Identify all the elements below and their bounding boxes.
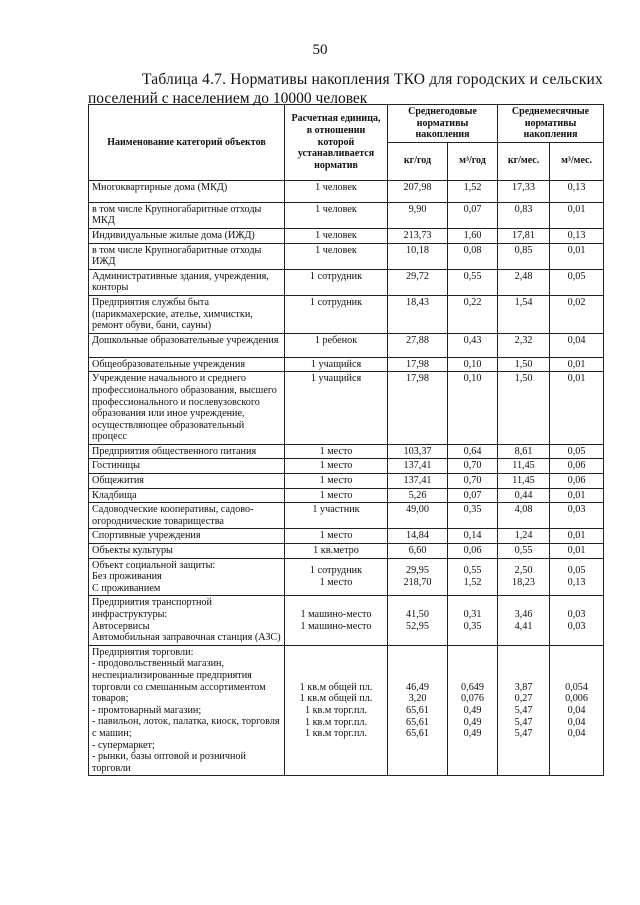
row-kg-year: 137,41 [388, 474, 448, 489]
caption-line-2: поселений с населением до 10000 человек [88, 90, 368, 107]
transport-m3-year [448, 596, 498, 645]
row-name: Общежития [89, 474, 285, 489]
table-row [89, 228, 604, 243]
row-kg-year: 207,98 [388, 180, 448, 202]
transport-line: Предприятия транспортной инфраструктуры: [92, 597, 212, 620]
trade-value: 1 кв.м общей пл. [299, 693, 373, 705]
row-unit: 1 человек [285, 228, 388, 243]
social-unit [285, 558, 388, 596]
table-row [89, 474, 604, 489]
trade-kg-month [498, 645, 550, 776]
row-name: Многоквартирные дома (МКД) [89, 180, 285, 202]
social-value: 18,23 [512, 577, 535, 589]
row-unit: 1 человек [285, 180, 388, 202]
row-kg-month: 0,83 [498, 202, 550, 228]
row-m3-year: 0,10 [448, 372, 498, 445]
row-m3-month: 0,05 [550, 269, 604, 295]
trade-line: - рынки, базы оптовой и розничной торговли [92, 751, 246, 774]
row-m3-month: 0,01 [550, 202, 604, 228]
trade-line: - супермаркет; [92, 739, 155, 751]
row-kg-year: 10,18 [388, 243, 448, 269]
trade-value: 0,04 [567, 704, 586, 716]
table-row [89, 243, 604, 269]
row-kg-year: 137,41 [388, 459, 448, 474]
row-kg-year: 17,98 [388, 357, 448, 372]
trade-unit [285, 645, 388, 776]
trade-value: 0,04 [567, 728, 586, 740]
social-value: 1 сотрудник [309, 565, 363, 577]
row-m3-month: 0,01 [550, 529, 604, 544]
norms-table [88, 104, 604, 776]
row-kg-month: 0,44 [498, 488, 550, 503]
table-row-trade [89, 645, 604, 776]
row-kg-month: 2,32 [498, 333, 550, 357]
row-name: Административные здания, учреждения, конторы [89, 269, 285, 295]
row-m3-year: 0,06 [448, 544, 498, 559]
row-name: Учреждение начального и среднего профессионального образования, высшего профессионального и послевузовского образования или иное учреждение, осуществляющее образовательный процесс [89, 372, 285, 445]
row-kg-month: 11,45 [498, 474, 550, 489]
row-m3-month: 0,06 [550, 459, 604, 474]
row-kg-year: 29,72 [388, 269, 448, 295]
header-annual: Среднегодовые нормативы накопления [388, 105, 498, 143]
row-unit: 1 человек [285, 243, 388, 269]
row-unit: 1 место [285, 529, 388, 544]
row-m3-month: 0,02 [550, 295, 604, 333]
transport-value: 1 машино-место [300, 609, 372, 620]
row-m3-year: 0,07 [448, 202, 498, 228]
table-row [89, 372, 604, 445]
table-caption [88, 70, 603, 108]
trade-line: - продовольственный магазин, неспециализированные предприятия торговли со смешанным ассортиментом товаров; [92, 658, 266, 705]
row-unit: 1 человек [285, 202, 388, 228]
transport-value: 4,41 [514, 620, 533, 632]
table-row [89, 180, 604, 202]
social-value: 1,52 [463, 577, 482, 589]
trade-kg-year [388, 645, 448, 776]
transport-value: 0,03 [567, 609, 586, 620]
header-m3-year: м³/год [448, 142, 498, 180]
trade-value: 0,27 [514, 693, 533, 705]
social-value: 0,55 [463, 565, 482, 577]
trade-value: 3,20 [408, 693, 427, 705]
social-value: 1 место [319, 577, 353, 589]
row-kg-month: 4,08 [498, 503, 550, 529]
row-kg-year: 27,88 [388, 333, 448, 357]
trade-value: 0,49 [463, 704, 482, 716]
row-unit: 1 место [285, 488, 388, 503]
row-unit: 1 ребенок [285, 333, 388, 357]
row-name: в том числе Крупногабаритные отходы ИЖД [89, 243, 285, 269]
row-unit: 1 место [285, 474, 388, 489]
row-kg-month: 2,48 [498, 269, 550, 295]
transport-m3-month [550, 596, 604, 645]
row-kg-month: 11,45 [498, 459, 550, 474]
row-name: Индивидуальные жилые дома (ИЖД) [89, 228, 285, 243]
table-row [89, 529, 604, 544]
social-name [89, 558, 285, 596]
row-kg-month: 0,55 [498, 544, 550, 559]
trade-value: 3,87 [514, 681, 533, 693]
trade-value: 1 кв.м общей пл. [299, 681, 373, 693]
trade-value: 65,61 [406, 716, 429, 728]
social-kg-month [498, 558, 550, 596]
header-category: Наименование категорий объектов [89, 105, 285, 181]
row-unit: 1 учащийся [285, 372, 388, 445]
row-m3-month: 0,04 [550, 333, 604, 357]
table-row [89, 295, 604, 333]
row-kg-year: 103,37 [388, 444, 448, 459]
transport-value: 41,50 [406, 609, 429, 620]
social-value: 0,13 [567, 577, 586, 589]
row-kg-year: 6,60 [388, 544, 448, 559]
trade-value: 5,47 [514, 716, 533, 728]
row-m3-year: 0,43 [448, 333, 498, 357]
row-kg-month: 17,33 [498, 180, 550, 202]
row-unit: 1 сотрудник [285, 269, 388, 295]
trade-value: 0,49 [463, 728, 482, 740]
transport-value: 0,35 [463, 620, 482, 632]
row-m3-year: 0,70 [448, 474, 498, 489]
row-m3-year: 0,07 [448, 488, 498, 503]
trade-value: 1 кв.м торг.пл. [304, 704, 368, 716]
trade-line: - промтоварный магазин; [92, 704, 202, 716]
transport-value: 0,31 [463, 609, 482, 620]
trade-value: 1 кв.м торг.пл. [304, 728, 368, 740]
row-m3-year: 0,55 [448, 269, 498, 295]
row-name: Общеобразовательные учреждения [89, 357, 285, 372]
table-row [89, 544, 604, 559]
row-m3-month: 0,01 [550, 357, 604, 372]
header-unit: Расчетная единица, в отношении которой устанавливается норматив [285, 105, 388, 181]
transport-unit [285, 596, 388, 645]
row-m3-month: 0,05 [550, 444, 604, 459]
row-unit: 1 участник [285, 503, 388, 529]
table-row [89, 202, 604, 228]
row-kg-month: 0,85 [498, 243, 550, 269]
row-kg-month: 17,81 [498, 228, 550, 243]
row-m3-month: 0,13 [550, 228, 604, 243]
trade-m3-year [448, 645, 498, 776]
transport-line: Автосервисы [92, 620, 150, 632]
table-row [89, 488, 604, 503]
row-unit: 1 сотрудник [285, 295, 388, 333]
trade-value: 0,006 [565, 693, 588, 705]
header-monthly: Среднемесячные нормативы накопления [498, 105, 604, 143]
row-kg-year: 213,73 [388, 228, 448, 243]
row-m3-month: 0,13 [550, 180, 604, 202]
row-m3-year: 1,60 [448, 228, 498, 243]
header-kg-month: кг/мес. [498, 142, 550, 180]
trade-value: 1 кв.м торг.пл. [304, 716, 368, 728]
row-kg-month: 1,24 [498, 529, 550, 544]
row-name: Предприятия службы быта (парикмахерские, ателье, химчистки, ремонт обуви, бани, сауны) [89, 295, 285, 333]
header-m3-month: м³/мес. [550, 142, 604, 180]
table-row [89, 503, 604, 529]
row-m3-year: 0,22 [448, 295, 498, 333]
trade-value: 65,61 [406, 704, 429, 716]
table-row [89, 444, 604, 459]
row-m3-year: 0,70 [448, 459, 498, 474]
row-name: Объекты культуры [89, 544, 285, 559]
trade-name [89, 645, 285, 776]
row-kg-month: 1,54 [498, 295, 550, 333]
table-row [89, 269, 604, 295]
row-m3-month: 0,01 [550, 544, 604, 559]
row-m3-year: 0,14 [448, 529, 498, 544]
social-kg-year [388, 558, 448, 596]
row-m3-month: 0,06 [550, 474, 604, 489]
trade-value: 5,47 [514, 728, 533, 740]
row-name: Кладбища [89, 488, 285, 503]
trade-value: 65,61 [406, 728, 429, 740]
social-line: С проживанием [92, 582, 161, 594]
row-kg-year: 14,84 [388, 529, 448, 544]
table-row [89, 357, 604, 372]
table-row [89, 459, 604, 474]
row-m3-month: 0,01 [550, 372, 604, 445]
social-value: 29,95 [406, 565, 429, 577]
row-name: Предприятия общественного питания [89, 444, 285, 459]
trade-m3-month [550, 645, 604, 776]
trade-value: 0,649 [461, 681, 484, 693]
social-m3-year [448, 558, 498, 596]
row-kg-year: 9,90 [388, 202, 448, 228]
row-kg-month: 1,50 [498, 372, 550, 445]
social-value: 0,05 [567, 565, 586, 577]
row-name: Гостиницы [89, 459, 285, 474]
row-name: Садоводческие кооперативы, садово-огороднические товарищества [89, 503, 285, 529]
row-unit: 1 место [285, 444, 388, 459]
row-unit: 1 место [285, 459, 388, 474]
social-value: 218,70 [403, 577, 432, 589]
row-name: Дошкольные образовательные учреждения [89, 333, 285, 357]
transport-kg-year [388, 596, 448, 645]
caption-line-1: Таблица 4.7. Нормативы накопления ТКО для городских и сельских [141, 71, 603, 88]
row-m3-month: 0,01 [550, 488, 604, 503]
row-kg-month: 8,61 [498, 444, 550, 459]
row-m3-year: 1,52 [448, 180, 498, 202]
row-m3-year: 0,08 [448, 243, 498, 269]
transport-value: 0,03 [567, 620, 586, 632]
trade-line: Предприятия торговли: [92, 646, 194, 658]
row-kg-year: 5,26 [388, 488, 448, 503]
trade-value: 0,076 [461, 693, 484, 705]
table-row [89, 333, 604, 357]
row-kg-year: 18,43 [388, 295, 448, 333]
trade-value: 0,04 [567, 716, 586, 728]
row-m3-month: 0,01 [550, 243, 604, 269]
trade-value: 0,49 [463, 716, 482, 728]
row-unit: 1 учащийся [285, 357, 388, 372]
table-row-social [89, 558, 604, 596]
trade-value: 0,054 [565, 681, 588, 693]
row-m3-month: 0,03 [550, 503, 604, 529]
transport-value: 1 машино-место [300, 620, 372, 632]
trade-value: 5,47 [514, 704, 533, 716]
transport-value: 3,46 [514, 609, 533, 620]
trade-value: 46,49 [406, 681, 429, 693]
row-unit: 1 кв.метро [285, 544, 388, 559]
table-body [89, 180, 604, 776]
row-kg-year: 17,98 [388, 372, 448, 445]
row-m3-year: 0,10 [448, 357, 498, 372]
page-number: 50 [312, 42, 328, 58]
social-m3-month [550, 558, 604, 596]
social-line: Объект социальной защиты: [92, 559, 216, 571]
header-kg-year: кг/год [388, 142, 448, 180]
social-value: 2,50 [514, 565, 533, 577]
row-name: Спортивные учреждения [89, 529, 285, 544]
transport-value: 52,95 [406, 620, 429, 632]
row-m3-year: 0,35 [448, 503, 498, 529]
transport-line: Автомобильная заправочная станция (АЗС) [92, 632, 281, 644]
social-line: Без проживания [92, 571, 162, 583]
row-m3-year: 0,64 [448, 444, 498, 459]
row-name: в том числе Крупногабаритные отходы МКД [89, 202, 285, 228]
transport-kg-month [498, 596, 550, 645]
trade-line: - павильон, лоток, палатка, киоск, торговля с машин; [92, 716, 280, 739]
table-row-transport [89, 596, 604, 645]
row-kg-month: 1,50 [498, 357, 550, 372]
transport-name [89, 596, 285, 645]
row-kg-year: 49,00 [388, 503, 448, 529]
